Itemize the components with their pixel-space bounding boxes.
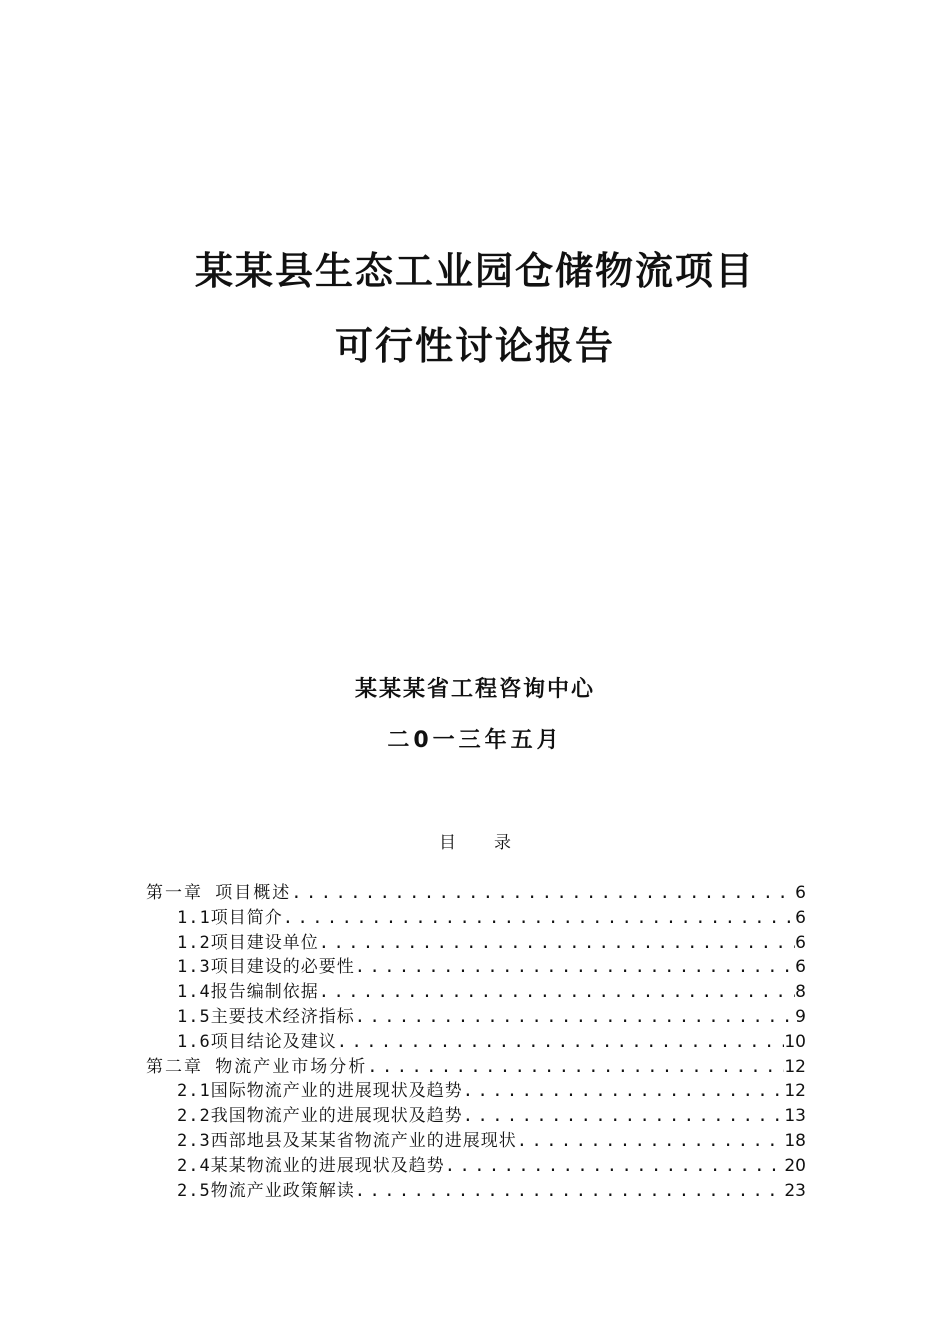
toc-entry-label: 1.5主要技术经济指标 <box>177 1006 355 1027</box>
toc-dot-leader <box>463 1079 785 1104</box>
toc-dot-leader <box>517 1129 785 1154</box>
toc-entry[interactable] <box>146 955 806 980</box>
toc-entry[interactable] <box>146 1005 806 1030</box>
toc-dot-leader <box>337 1030 785 1055</box>
toc-heading <box>0 835 950 852</box>
toc-entry-page-number: 10 <box>784 1031 806 1052</box>
toc-entry-page-number: 12 <box>784 1056 806 1077</box>
toc-dot-leader <box>291 881 795 906</box>
toc-entry-label: 2.3西部地县及某某省物流产业的进展现状 <box>177 1130 517 1151</box>
toc-entry[interactable] <box>146 881 806 906</box>
toc-dot-leader <box>355 1179 785 1204</box>
toc-entry-page-number: 6 <box>795 932 806 953</box>
toc-entry-page-number: 9 <box>795 1006 806 1027</box>
toc-dot-leader <box>283 906 795 931</box>
toc-dot-leader <box>445 1154 785 1179</box>
toc-entry-page-number: 20 <box>784 1155 806 1176</box>
toc-entry[interactable] <box>146 1154 806 1179</box>
toc-entry-label: 1.2项目建设单位 <box>177 932 319 953</box>
toc-entry-page-number: 18 <box>784 1130 806 1151</box>
toc-entry[interactable] <box>146 980 806 1005</box>
report-title-line-2: 可行性讨论报告 <box>334 323 615 368</box>
toc-entry-page-number: 23 <box>784 1180 806 1201</box>
toc-entry-label: 1.1项目简介 <box>177 907 283 928</box>
toc-entry-label: 第二章 物流产业市场分析 <box>146 1056 368 1077</box>
toc-entry[interactable] <box>146 1030 806 1055</box>
toc-entry-label: 1.4报告编制依据 <box>177 982 319 1003</box>
toc-entry-label: 第一章 项目概述 <box>146 883 292 903</box>
toc-entry-label: 2.5物流产业政策解读 <box>177 1180 355 1201</box>
toc-entry[interactable] <box>146 1104 806 1129</box>
toc-entry-page-number: 12 <box>784 1081 806 1102</box>
toc-entry-page-number: 6 <box>795 957 806 978</box>
toc-dot-leader <box>355 1005 795 1030</box>
toc-entry-label: 2.4某某物流业的进展现状及趋势 <box>177 1155 445 1176</box>
toc-entry[interactable] <box>146 906 806 931</box>
toc-entry[interactable] <box>146 1055 806 1080</box>
toc-dot-leader <box>319 931 795 956</box>
toc-entry-label: 2.1国际物流产业的进展现状及趋势 <box>177 1081 463 1102</box>
toc-entry-label: 2.2我国物流产业的进展现状及趋势 <box>177 1106 463 1127</box>
report-date: 二0一三年五月 <box>387 728 563 753</box>
toc-entry[interactable] <box>146 931 806 956</box>
toc-heading-text: 目录 <box>439 833 549 853</box>
toc-entry-page-number: 13 <box>784 1106 806 1127</box>
organization-name: 某某某省工程咨询中心 <box>354 677 595 702</box>
toc-entry[interactable] <box>146 1179 806 1204</box>
toc-entry-label: 1.3项目建设的必要性 <box>177 957 355 978</box>
toc-entry[interactable] <box>146 1129 806 1154</box>
toc-entry-page-number: 8 <box>795 982 806 1003</box>
toc-entry-page-number: 6 <box>795 883 806 903</box>
toc-entry-page-number: 6 <box>795 907 806 928</box>
toc-entry-label: 1.6项目结论及建议 <box>177 1031 337 1052</box>
toc-dot-leader <box>367 1055 784 1080</box>
toc-dot-leader <box>463 1104 785 1129</box>
toc-dot-leader <box>355 955 795 980</box>
table-of-contents <box>146 881 806 1203</box>
report-title-line-1: 某某县生态工业园仓储物流项目 <box>194 248 755 293</box>
toc-dot-leader <box>319 980 795 1005</box>
toc-entry[interactable] <box>146 1079 806 1104</box>
